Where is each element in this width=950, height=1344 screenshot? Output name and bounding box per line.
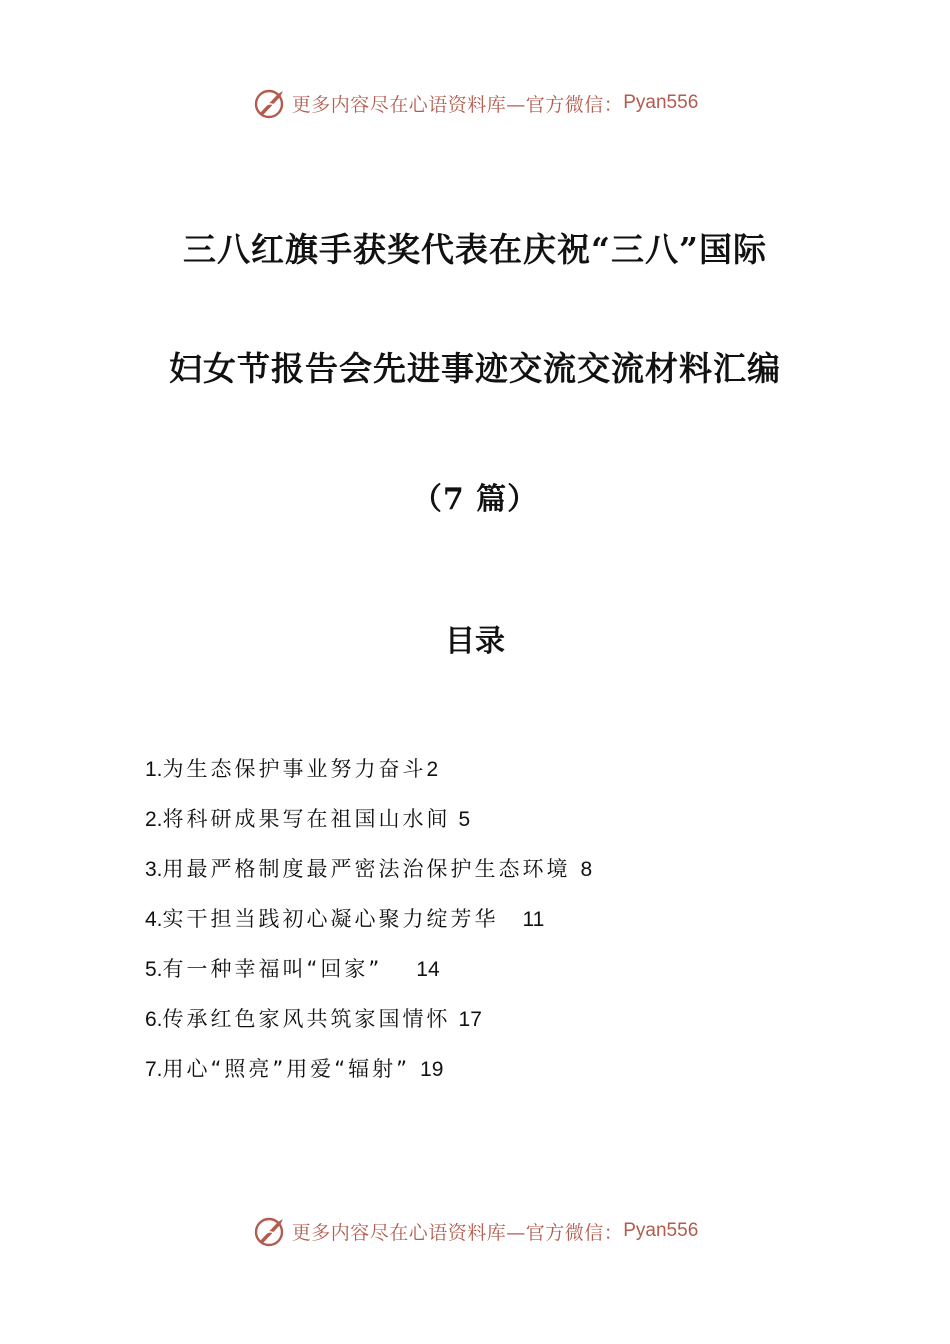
toc-item[interactable] [145,902,805,952]
toc-item-page: 11 [522,908,545,931]
toc-item[interactable] [145,752,805,802]
toc-item-page: 8 [580,858,593,881]
document-title-count: （7 篇） [411,482,539,517]
toc-item-page: 19 [420,1058,444,1081]
header-watermark [0,83,950,123]
footer-watermark [0,1211,950,1251]
banner-wechat-id: Pyan556 [623,92,699,113]
pen-logo-icon [252,85,288,121]
toc-item-number: 7. [145,1058,163,1081]
toc-item[interactable] [145,1002,805,1052]
toc-item[interactable] [145,1052,805,1102]
toc-item-title: 将科研成果写在祖国山水间 [162,807,451,831]
toc-item-number: 6. [145,1008,163,1031]
document-title-line-1: 三八红旗手获奖代表在庆祝“三八”国际 [183,230,767,269]
toc-item-title: 用心“照亮”用爱“辐射” [162,1057,411,1081]
banner-wechat-id: Pyan556 [623,1220,699,1241]
toc-item[interactable] [145,802,805,852]
toc-item-number: 5. [145,958,163,981]
toc-item-page: 17 [458,1008,482,1031]
banner-text: 更多内容尽在心语资料库—官方微信： [291,93,624,116]
toc-item-number: 3. [145,858,163,881]
toc-item-page: 2 [426,758,439,781]
pen-logo-icon [252,1213,288,1249]
toc-item-page: 14 [416,958,440,981]
toc-item-title: 用最严格制度最严密法治保护生态环境 [162,857,571,881]
toc-item[interactable] [145,852,805,902]
toc-heading: 目录 [445,624,505,659]
document-title-line-2: 妇女节报告会先进事迹交流交流材料汇编 [169,349,781,388]
toc-item-number: 4. [145,908,163,931]
toc-item-title: 实干担当践初心凝心聚力绽芳华 [162,907,499,931]
banner-text: 更多内容尽在心语资料库—官方微信： [291,1221,624,1244]
table-of-contents [145,752,805,1102]
toc-item-title: 传承红色家风共筑家国情怀 [162,1007,451,1031]
toc-item-title: 有一种幸福叫“回家” [162,957,383,981]
toc-item-page: 5 [458,808,471,831]
toc-item-title: 为生态保护事业努力奋斗 [162,757,427,781]
toc-item-number: 1. [145,758,163,781]
toc-item-number: 2. [145,808,163,831]
toc-item[interactable] [145,952,805,1002]
